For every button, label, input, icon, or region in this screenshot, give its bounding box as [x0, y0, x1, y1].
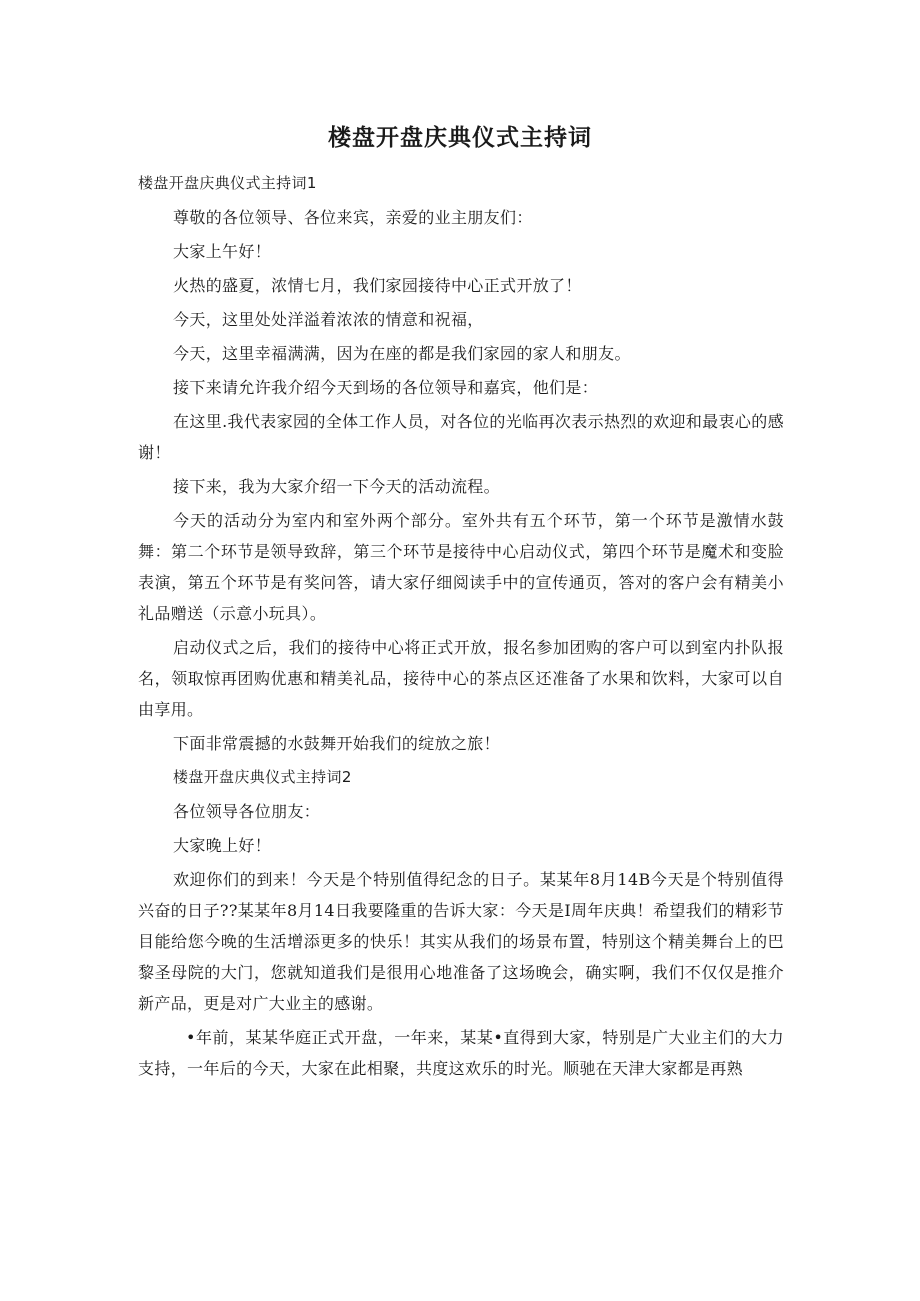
paragraph: 在这里.我代表家园的全体工作人员，对各位的光临再次表示热烈的欢迎和最衷心的感谢！ [138, 412, 784, 462]
paragraph: 今天，这里幸福满满，因为在座的都是我们家园的家人和朋友。 [173, 344, 631, 363]
paragraph: 各位领导各位朋友： [173, 802, 321, 821]
section-heading: 楼盘开盘庆典仪式主持词1 [138, 174, 317, 192]
paragraph: 启动仪式之后，我们的接待中心将正式开放，报名参加团购的客户可以到室内扑队报名，领取惊再团购优惠和精美礼品，接待中心的茶点区还准备了水果和饮料，大家可以自由享用。 [138, 638, 784, 719]
paragraph: 欢迎你们的到来！今天是个特别值得纪念的日子。某某年8月14B今天是个特别值得兴奋的日子??某某年8月14日我要隆重的告诉大家：今天是I周年庆典！希望我们的精彩节目能给您今晚的生活增添更多的快乐！其实从我们的场景布置，特别这个精美舞台上的巴黎圣母院的大门，您就知道我们是很用心地准备了这场晚会，确实啊，我们不仅仅是推介新产品，更是对广大业主的感谢。 [138, 870, 784, 1013]
paragraph: •年前，某某华庭正式开盘，一年来，某某•直得到大家，特别是广大业主们的大力支持，一年后的今天，大家在此相聚，共度这欢乐的时光。顺驰在天津大家都是再熟 [138, 1028, 784, 1078]
paragraph: 大家晚上好！ [173, 836, 272, 855]
document-title: 楼盘开盘庆典仪式主持词 [328, 125, 592, 151]
paragraph: 下面非常震撼的水鼓舞开始我们的绽放之旅！ [173, 734, 501, 753]
paragraph: 接下来，我为大家介绍一下今天的活动流程。 [173, 477, 501, 496]
paragraph: 大家上午好！ [173, 242, 272, 261]
document-body [138, 168, 784, 1087]
paragraph: 接下来请允许我介绍今天到场的各位领导和嘉宾，他们是： [173, 378, 599, 397]
section-heading: 楼盘开盘庆典仪式主持词2 [173, 768, 352, 786]
paragraph: 今天的活动分为室内和室外两个部分。室外共有五个环节，第一个环节是激情水鼓舞：第二个环节是领导致辞，第三个环节是接待中心启动仪式，第四个环节是魔术和变脸表演，第五个环节是有奖问答，请大家仔细阅读手中的宣传通页，答对的客户会有精美小礼品赠送（示意小玩具）。 [138, 511, 784, 623]
paragraph: 尊敬的各位领导、各位来宾，亲爱的业主朋友们： [173, 208, 533, 227]
paragraph: 火热的盛夏，浓情七月，我们家园接待中心正式开放了！ [173, 276, 582, 295]
paragraph: 今天，这里处处洋溢着浓浓的情意和祝福， [173, 310, 484, 329]
